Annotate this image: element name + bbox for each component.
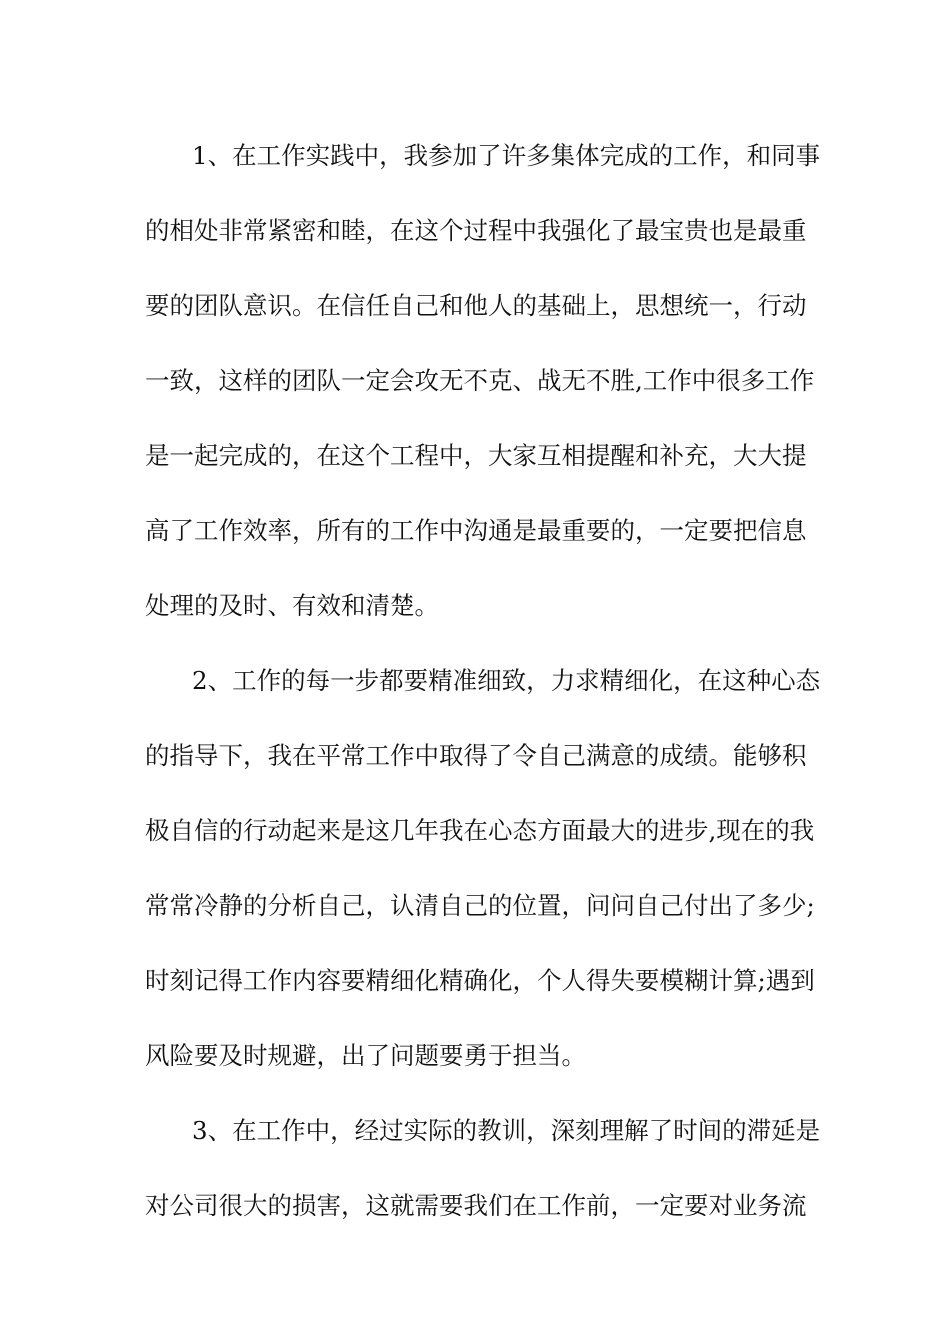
text-line: 要的团队意识。在信任自己和他人的基础上，思想统一，行动 xyxy=(145,291,807,320)
text-line: 时刻记得工作内容要精细化精确化，个人得失要模糊计算;遇到 xyxy=(145,966,815,995)
document-body xyxy=(145,118,821,1243)
text-line: 1、在工作实践中，我参加了许多集体完成的工作，和同事 xyxy=(192,141,821,170)
text-line: 常常冷静的分析自己，认清自己的位置，问问自己付出了多少; xyxy=(145,891,815,920)
text-line: 对公司很大的损害，这就需要我们在工作前，一定要对业务流 xyxy=(145,1191,807,1220)
text-line: 一致，这样的团队一定会攻无不克、战无不胜,工作中很多工作 xyxy=(145,366,815,395)
text-line: 风险要及时规避，出了问题要勇于担当。 xyxy=(145,1041,586,1070)
text-line: 的相处非常紧密和睦，在这个过程中我强化了最宝贵也是最重 xyxy=(145,216,807,245)
text-line: 高了工作效率，所有的工作中沟通是最重要的，一定要把信息 xyxy=(145,516,807,545)
text-line: 的指导下，我在平常工作中取得了令自己满意的成绩。能够积 xyxy=(145,741,807,770)
text-line: 极自信的行动起来是这几年我在心态方面最大的进步,现在的我 xyxy=(145,816,815,845)
paragraph-1 xyxy=(145,118,821,643)
text-line: 是一起完成的，在这个工程中，大家互相提醒和补充，大大提 xyxy=(145,441,807,470)
paragraph-3 xyxy=(145,1093,821,1243)
text-line: 处理的及时、有效和清楚。 xyxy=(145,591,439,620)
text-line: 3、在工作中，经过实际的教训，深刻理解了时间的滞延是 xyxy=(192,1116,821,1145)
paragraph-2 xyxy=(145,643,821,1093)
text-line: 2、工作的每一步都要精准细致，力求精细化，在这种心态 xyxy=(192,666,821,695)
